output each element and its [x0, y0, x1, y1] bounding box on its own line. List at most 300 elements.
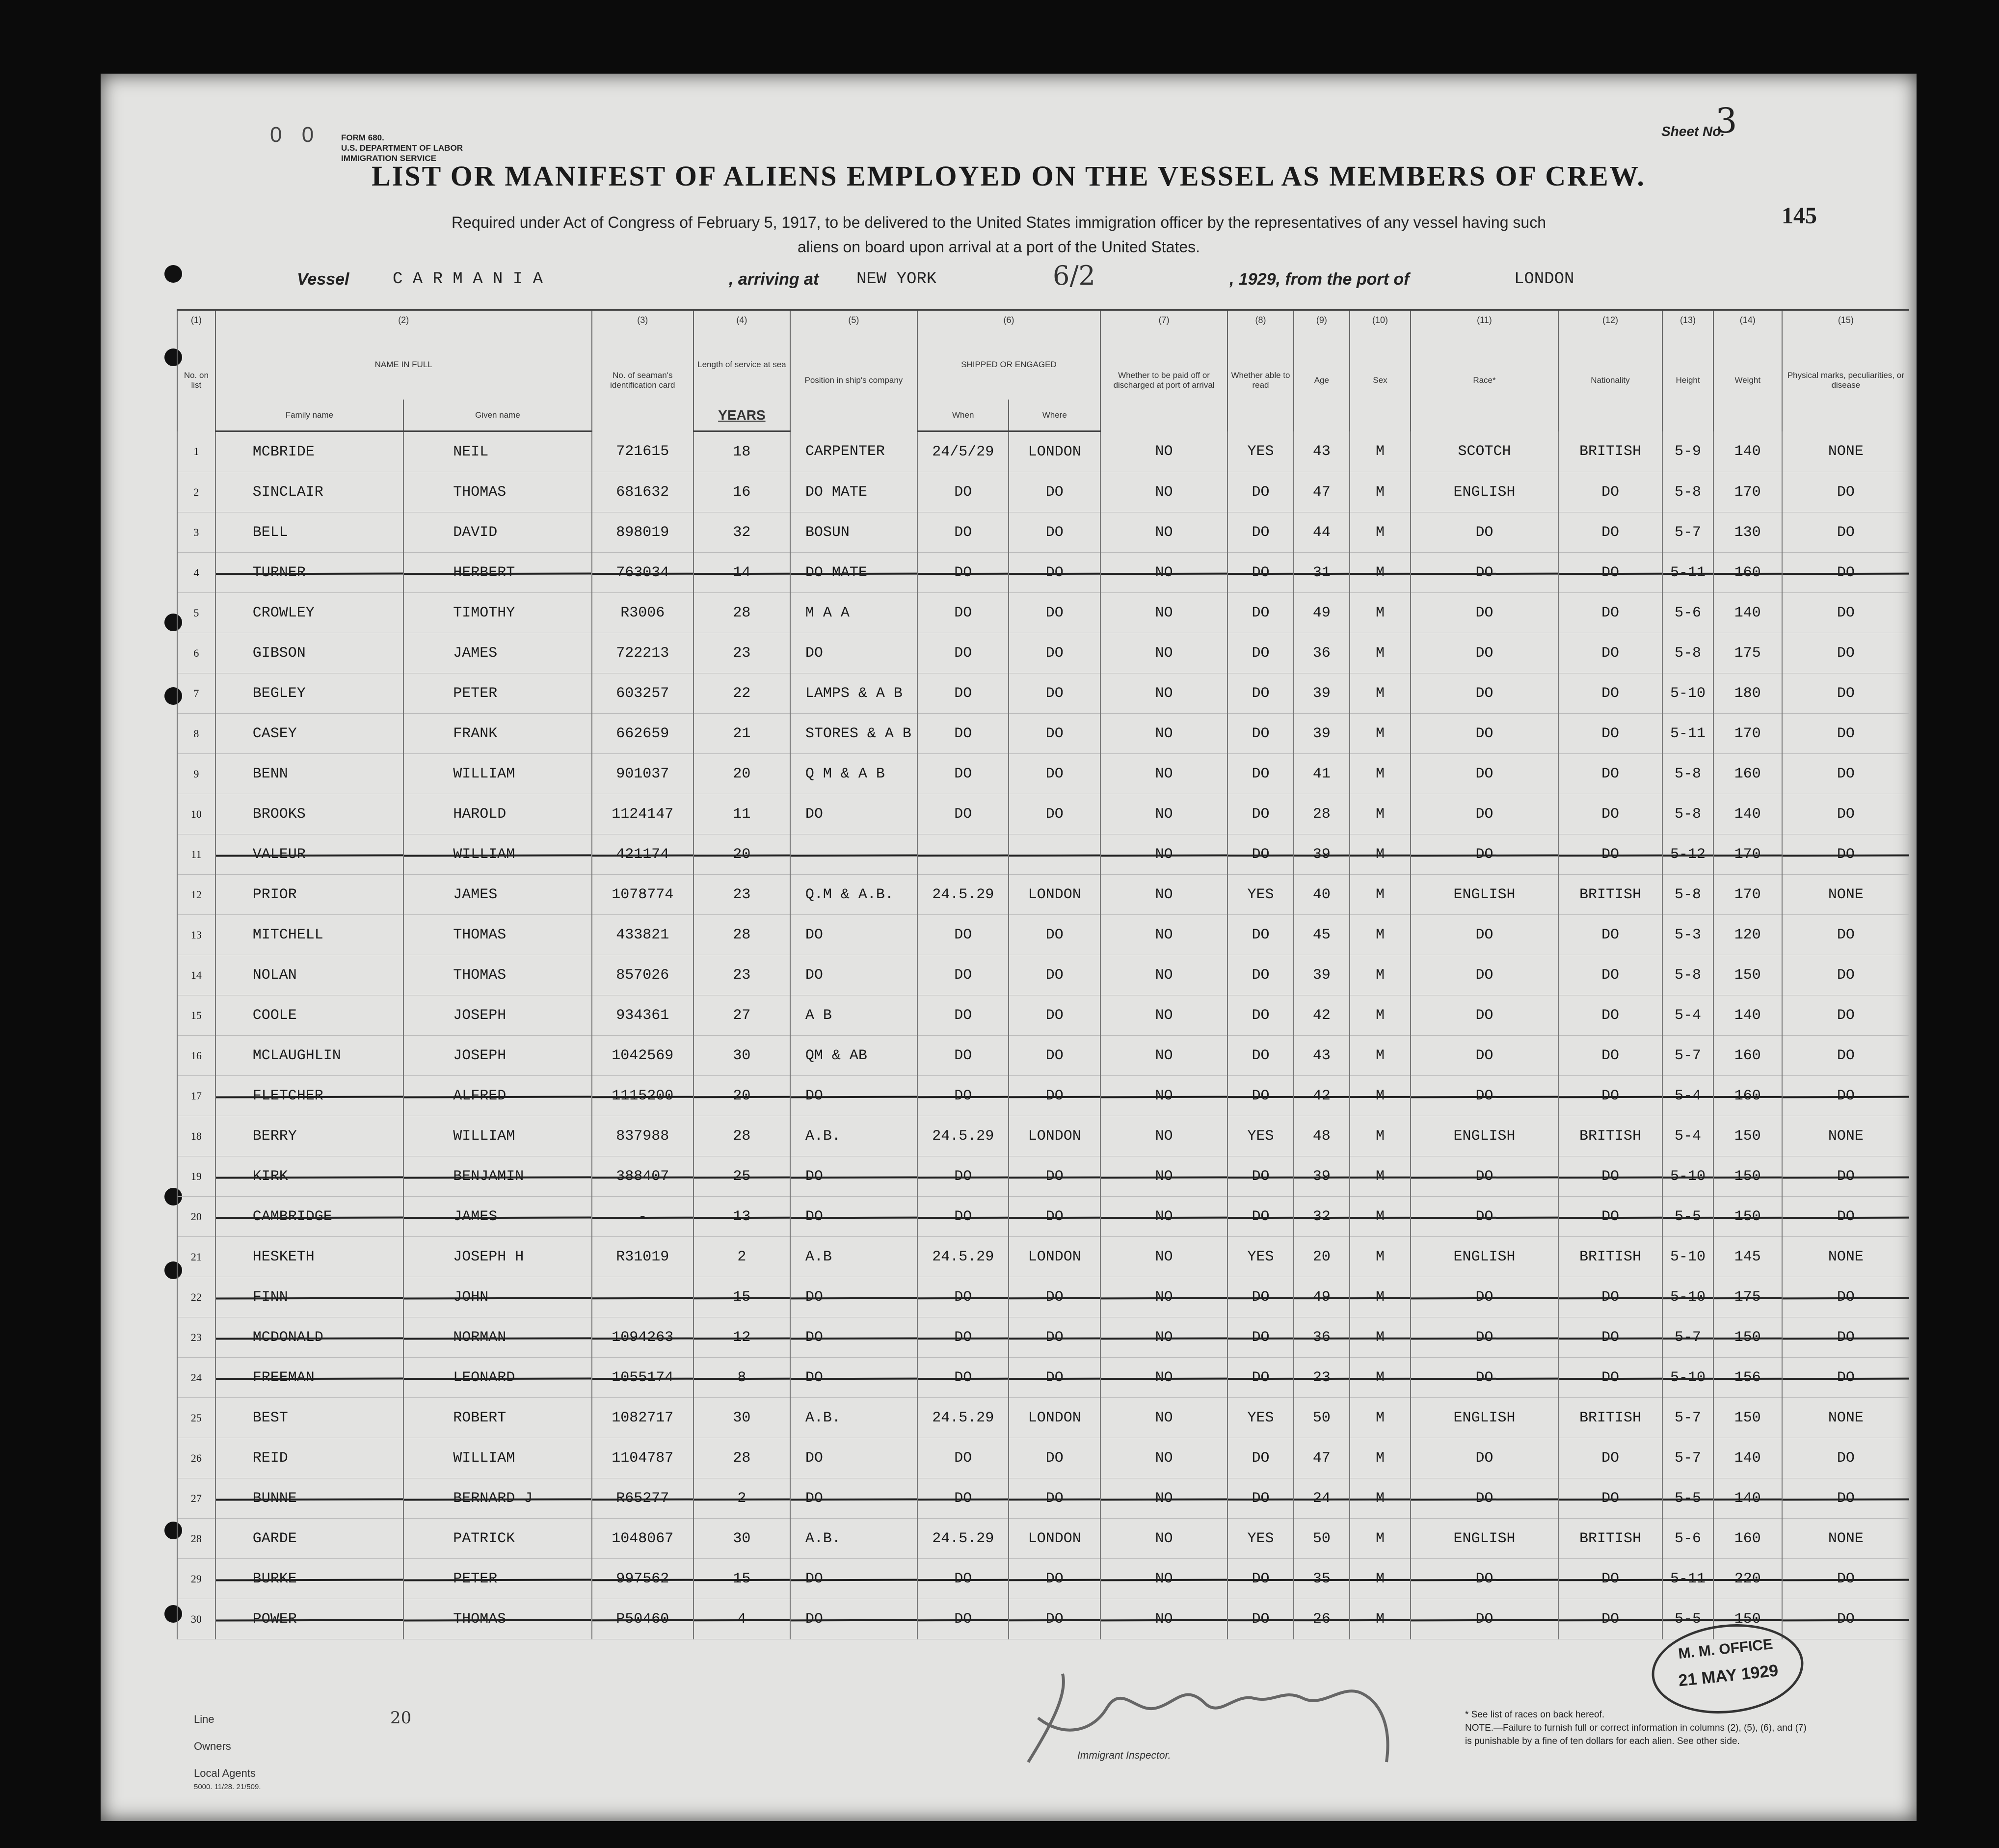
cell-marks: DO [1782, 754, 1909, 794]
cell-where: DO [1009, 1478, 1100, 1519]
sheet-number: 3 [1715, 101, 1737, 141]
cell-card: 763034 [592, 553, 693, 593]
cell-marks: DO [1782, 472, 1909, 512]
subtitle [238, 210, 1759, 259]
cell-read: YES [1227, 431, 1294, 472]
cell-read: YES [1227, 875, 1294, 915]
cell-card: 662659 [592, 714, 693, 754]
cell-card: 901037 [592, 754, 693, 794]
cell-read: YES [1227, 1398, 1294, 1438]
cell-nationality: DO [1558, 834, 1662, 875]
cell-position: A.B. [790, 1519, 917, 1559]
cell-where: DO [1009, 1156, 1100, 1197]
cell-height: 5-5 [1662, 1197, 1713, 1237]
cell-position: DO [790, 633, 917, 673]
year-label: , 1929, from the port of [1229, 270, 1410, 289]
cell-age: 20 [1294, 1237, 1350, 1277]
cell-nationality: DO [1558, 995, 1662, 1036]
cell-years: 2 [693, 1237, 790, 1277]
page-title: LIST OR MANIFEST OF ALIENS EMPLOYED ON THE VESSEL AS MEMBERS OF CREW. [372, 160, 1646, 192]
cell-family: BURKE [215, 1559, 403, 1599]
table-row [177, 714, 1909, 754]
cell-age: 42 [1294, 1076, 1350, 1116]
cell-nationality: DO [1558, 714, 1662, 754]
cell-sex: M [1350, 1277, 1411, 1317]
cell-where: DO [1009, 794, 1100, 834]
cell-no: 22 [177, 1277, 215, 1317]
cell-where: LONDON [1009, 1237, 1100, 1277]
cell-age: 47 [1294, 1438, 1350, 1478]
cell-card: 1124147 [592, 794, 693, 834]
table-row [177, 1358, 1909, 1398]
cell-paid: NO [1100, 553, 1227, 593]
cell-card: R65277 [592, 1478, 693, 1519]
cell-paid: NO [1100, 1237, 1227, 1277]
cell-position: STORES & A B [790, 714, 917, 754]
cell-no: 1 [177, 431, 215, 472]
table-row [177, 673, 1909, 714]
header-able-to-read: Whether able to read [1227, 329, 1294, 431]
cell-height: 5-10 [1662, 673, 1713, 714]
cell-paid: NO [1100, 1519, 1227, 1559]
cell-card: 1104787 [592, 1438, 693, 1478]
cell-where: DO [1009, 1358, 1100, 1398]
footnote-line-1: * See list of races on back hereof. [1465, 1710, 1605, 1720]
cell-no: 9 [177, 754, 215, 794]
table-row [177, 472, 1909, 512]
form-number: FORM 680. [341, 133, 384, 142]
cell-height: 5-7 [1662, 1036, 1713, 1076]
cell-years: 28 [693, 1438, 790, 1478]
cell-weight: 175 [1713, 1277, 1782, 1317]
stamp-date: 21 MAY 1929 [1677, 1661, 1779, 1690]
cell-when: DO [917, 955, 1009, 995]
cell-read: DO [1227, 472, 1294, 512]
cell-age: 44 [1294, 512, 1350, 553]
owners-label: Owners [194, 1740, 231, 1752]
cell-when: DO [917, 593, 1009, 633]
cell-no: 24 [177, 1358, 215, 1398]
cell-where: DO [1009, 1438, 1100, 1478]
cell-age: 31 [1294, 553, 1350, 593]
cell-nationality: DO [1558, 794, 1662, 834]
cell-marks: DO [1782, 1197, 1909, 1237]
cell-marks: NONE [1782, 1398, 1909, 1438]
cell-age: 39 [1294, 714, 1350, 754]
cell-family: BROOKS [215, 794, 403, 834]
cell-where: LONDON [1009, 1116, 1100, 1156]
cell-when: DO [917, 1599, 1009, 1639]
cell-race: ENGLISH [1411, 1519, 1558, 1559]
header-nationality: Nationality [1558, 329, 1662, 431]
cell-nationality: DO [1558, 1478, 1662, 1519]
cell-paid: NO [1100, 1358, 1227, 1398]
column-header-row [177, 329, 1909, 400]
header-name-in-full: NAME IN FULL [215, 329, 592, 400]
cell-when: DO [917, 512, 1009, 553]
cell-nationality: DO [1558, 1036, 1662, 1076]
cell-family: CASEY [215, 714, 403, 754]
cell-race: DO [1411, 512, 1558, 553]
cell-position: DO [790, 794, 917, 834]
cell-years: 23 [693, 955, 790, 995]
cell-family: COOLE [215, 995, 403, 1036]
cell-nationality: DO [1558, 512, 1662, 553]
cell-where: DO [1009, 1277, 1100, 1317]
cell-no: 30 [177, 1599, 215, 1639]
cell-position: DO [790, 1599, 917, 1639]
cell-family: TURNER [215, 553, 403, 593]
table-row [177, 915, 1909, 955]
header-family-name: Family name [215, 400, 403, 431]
cell-marks: DO [1782, 995, 1909, 1036]
cell-years: 27 [693, 995, 790, 1036]
cell-read: DO [1227, 754, 1294, 794]
cell-nationality: DO [1558, 1358, 1662, 1398]
cell-position: DO [790, 915, 917, 955]
cell-position: QM & AB [790, 1036, 917, 1076]
cell-given: HAROLD [403, 794, 591, 834]
cell-race: DO [1411, 834, 1558, 875]
cell-when: DO [917, 754, 1009, 794]
signature-label: Immigrant Inspector. [1077, 1750, 1171, 1761]
cell-weight: 160 [1713, 1076, 1782, 1116]
cell-family: POWER [215, 1599, 403, 1639]
colnum: (10) [1350, 310, 1411, 330]
cell-marks: DO [1782, 633, 1909, 673]
cell-no: 13 [177, 915, 215, 955]
cell-when [917, 834, 1009, 875]
cell-no: 15 [177, 995, 215, 1036]
cell-race: DO [1411, 1358, 1558, 1398]
cell-weight: 150 [1713, 1317, 1782, 1358]
cell-paid: NO [1100, 1076, 1227, 1116]
cell-paid: NO [1100, 633, 1227, 673]
cell-position: DO [790, 1197, 917, 1237]
table-row [177, 1156, 1909, 1197]
cell-family: HESKETH [215, 1237, 403, 1277]
cell-sex: M [1350, 714, 1411, 754]
cell-no: 26 [177, 1438, 215, 1478]
cell-race: ENGLISH [1411, 875, 1558, 915]
header-age: Age [1294, 329, 1350, 431]
cell-where: DO [1009, 673, 1100, 714]
cell-given: JAMES [403, 633, 591, 673]
cell-position: DO [790, 1277, 917, 1317]
cell-nationality: DO [1558, 673, 1662, 714]
cell-marks: DO [1782, 915, 1909, 955]
cell-sex: M [1350, 1237, 1411, 1277]
cell-years: 25 [693, 1156, 790, 1197]
cell-card: R31019 [592, 1237, 693, 1277]
cell-nationality: DO [1558, 955, 1662, 995]
cell-family: MCDONALD [215, 1317, 403, 1358]
cell-paid: NO [1100, 1036, 1227, 1076]
cell-years: 11 [693, 794, 790, 834]
cell-age: 50 [1294, 1519, 1350, 1559]
cell-weight: 150 [1713, 1398, 1782, 1438]
cell-no: 11 [177, 834, 215, 875]
cell-no: 21 [177, 1237, 215, 1277]
cell-marks: DO [1782, 1478, 1909, 1519]
cell-family: REID [215, 1438, 403, 1478]
cell-no: 27 [177, 1478, 215, 1519]
cell-read: DO [1227, 1277, 1294, 1317]
cell-marks: DO [1782, 794, 1909, 834]
cell-where: DO [1009, 1197, 1100, 1237]
cell-position: CARPENTER [790, 431, 917, 472]
manifest-page [101, 74, 1917, 1821]
cell-nationality: DO [1558, 754, 1662, 794]
cell-where [1009, 834, 1100, 875]
cell-nationality: DO [1558, 1076, 1662, 1116]
cell-years: 22 [693, 673, 790, 714]
cell-family: MITCHELL [215, 915, 403, 955]
cell-card: 421174 [592, 834, 693, 875]
cell-card: 1042569 [592, 1036, 693, 1076]
cell-when: DO [917, 1277, 1009, 1317]
cell-weight: 150 [1713, 955, 1782, 995]
cell-given: HERBERT [403, 553, 591, 593]
cell-race: DO [1411, 1156, 1558, 1197]
cell-card: 1094263 [592, 1317, 693, 1358]
cell-read: DO [1227, 1559, 1294, 1599]
cell-sex: M [1350, 1438, 1411, 1478]
cell-sex: M [1350, 1317, 1411, 1358]
cell-sex: M [1350, 754, 1411, 794]
cell-given: WILLIAM [403, 754, 591, 794]
cell-weight: 160 [1713, 1519, 1782, 1559]
cell-when: 24.5.29 [917, 1237, 1009, 1277]
cell-given: BENJAMIN [403, 1156, 591, 1197]
table-row [177, 633, 1909, 673]
cell-age: 43 [1294, 1036, 1350, 1076]
cell-read: YES [1227, 1237, 1294, 1277]
cell-nationality: DO [1558, 1438, 1662, 1478]
cell-marks: DO [1782, 553, 1909, 593]
cell-where: DO [1009, 593, 1100, 633]
cell-nationality: DO [1558, 1559, 1662, 1599]
cell-no: 14 [177, 955, 215, 995]
cell-given: ALFRED [403, 1076, 591, 1116]
cell-no: 4 [177, 553, 215, 593]
cell-height: 5-4 [1662, 1116, 1713, 1156]
cell-when: DO [917, 1197, 1009, 1237]
cell-marks: NONE [1782, 1237, 1909, 1277]
cell-when: 24.5.29 [917, 1519, 1009, 1559]
cell-when: DO [917, 794, 1009, 834]
cell-race: DO [1411, 1277, 1558, 1317]
cell-when: 24.5.29 [917, 875, 1009, 915]
cell-weight: 140 [1713, 593, 1782, 633]
cell-family: VALEUR [215, 834, 403, 875]
cell-years: 30 [693, 1398, 790, 1438]
cell-years: 23 [693, 633, 790, 673]
cell-marks: DO [1782, 673, 1909, 714]
cell-years: 28 [693, 1116, 790, 1156]
cell-weight: 150 [1713, 1156, 1782, 1197]
cell-card: 1048067 [592, 1519, 693, 1559]
cell-read: DO [1227, 553, 1294, 593]
cell-marks: DO [1782, 1317, 1909, 1358]
cell-years: 20 [693, 754, 790, 794]
cell-years: 28 [693, 593, 790, 633]
cell-when: DO [917, 1156, 1009, 1197]
cell-when: DO [917, 673, 1009, 714]
cell-no: 23 [177, 1317, 215, 1358]
cell-read: DO [1227, 915, 1294, 955]
cell-position: DO [790, 1156, 917, 1197]
cell-weight: 160 [1713, 754, 1782, 794]
cell-read: DO [1227, 1317, 1294, 1358]
cell-race: DO [1411, 714, 1558, 754]
colnum: (11) [1411, 310, 1558, 330]
cell-height: 5-11 [1662, 714, 1713, 754]
cell-race: DO [1411, 995, 1558, 1036]
cell-family: PRIOR [215, 875, 403, 915]
cell-read: YES [1227, 1519, 1294, 1559]
cell-height: 5-10 [1662, 1358, 1713, 1398]
cell-weight: 175 [1713, 633, 1782, 673]
cell-when: DO [917, 1317, 1009, 1358]
cell-sex: M [1350, 673, 1411, 714]
cell-card [592, 1277, 693, 1317]
header-physical: Physical marks, peculiarities, or disease [1782, 329, 1909, 431]
table-row [177, 1277, 1909, 1317]
cell-race: DO [1411, 673, 1558, 714]
cell-nationality: BRITISH [1558, 431, 1662, 472]
cell-nationality: BRITISH [1558, 1398, 1662, 1438]
cell-age: 26 [1294, 1599, 1350, 1639]
cell-height: 5-5 [1662, 1599, 1713, 1639]
cell-position: BOSUN [790, 512, 917, 553]
cell-height: 5-8 [1662, 955, 1713, 995]
cell-paid: NO [1100, 834, 1227, 875]
cell-age: 32 [1294, 1197, 1350, 1237]
cell-race: DO [1411, 794, 1558, 834]
cell-where: DO [1009, 915, 1100, 955]
cell-card: 722213 [592, 633, 693, 673]
cell-no: 5 [177, 593, 215, 633]
cell-height: 5-10 [1662, 1277, 1713, 1317]
cell-paid: NO [1100, 1156, 1227, 1197]
cell-race: ENGLISH [1411, 1398, 1558, 1438]
table-row [177, 1317, 1909, 1358]
print-code: 5000. 11/28. 21/509. [194, 1783, 261, 1791]
cell-sex: M [1350, 1358, 1411, 1398]
cell-nationality: DO [1558, 472, 1662, 512]
cell-paid: NO [1100, 472, 1227, 512]
cell-years: 15 [693, 1559, 790, 1599]
department: U.S. DEPARTMENT OF LABOR [341, 143, 463, 153]
cell-read: DO [1227, 1478, 1294, 1519]
cell-weight: 160 [1713, 553, 1782, 593]
header-length-service: Length of service at sea [693, 329, 790, 400]
sheet-label: Sheet No. [1661, 124, 1725, 139]
cell-paid: NO [1100, 1116, 1227, 1156]
cell-sex: M [1350, 834, 1411, 875]
cell-position: A.B. [790, 1116, 917, 1156]
cell-where: DO [1009, 1076, 1100, 1116]
colnum: (6) [917, 310, 1100, 330]
cell-when: DO [917, 1438, 1009, 1478]
cell-read: DO [1227, 1438, 1294, 1478]
cell-marks: DO [1782, 714, 1909, 754]
file-marks: 0 0 [270, 123, 321, 147]
table-row [177, 1599, 1909, 1639]
cell-age: 39 [1294, 955, 1350, 995]
cell-age: 47 [1294, 472, 1350, 512]
cell-position: DO [790, 1358, 917, 1398]
cell-where: LONDON [1009, 875, 1100, 915]
crew-rows [177, 431, 1909, 1639]
cell-height: 5-4 [1662, 1076, 1713, 1116]
cell-no: 19 [177, 1156, 215, 1197]
cell-card: 837988 [592, 1116, 693, 1156]
cell-no: 6 [177, 633, 215, 673]
cell-sex: M [1350, 1519, 1411, 1559]
cell-sex: M [1350, 633, 1411, 673]
cell-sex: M [1350, 1036, 1411, 1076]
cell-family: FLETCHER [215, 1076, 403, 1116]
cell-family: FREEMAN [215, 1358, 403, 1398]
cell-age: 35 [1294, 1559, 1350, 1599]
cell-paid: NO [1100, 754, 1227, 794]
cell-card: 388407 [592, 1156, 693, 1197]
cell-years: 15 [693, 1277, 790, 1317]
cell-years: 8 [693, 1358, 790, 1398]
cell-given: JOSEPH [403, 995, 591, 1036]
cell-age: 28 [1294, 794, 1350, 834]
cell-race: DO [1411, 1478, 1558, 1519]
cell-position: DO [790, 1559, 917, 1599]
cell-no: 8 [177, 714, 215, 754]
cell-years: 23 [693, 875, 790, 915]
table-row [177, 1398, 1909, 1438]
table-row [177, 431, 1909, 472]
header-no-on-list: No. on list [177, 329, 215, 431]
cell-given: THOMAS [403, 955, 591, 995]
cell-marks: DO [1782, 1438, 1909, 1478]
cell-age: 45 [1294, 915, 1350, 955]
cell-age: 36 [1294, 633, 1350, 673]
cell-given: ROBERT [403, 1398, 591, 1438]
cell-weight: 220 [1713, 1559, 1782, 1599]
cell-marks: DO [1782, 1156, 1909, 1197]
cell-when: DO [917, 1478, 1009, 1519]
cell-nationality: BRITISH [1558, 1237, 1662, 1277]
header-id-card: No. of seaman's identification card [592, 329, 693, 431]
cell-height: 5-6 [1662, 593, 1713, 633]
cell-card: 934361 [592, 995, 693, 1036]
cell-position: A.B. [790, 1398, 917, 1438]
cell-where: LONDON [1009, 1398, 1100, 1438]
cell-height: 5-7 [1662, 1398, 1713, 1438]
table-row [177, 1438, 1909, 1478]
cell-card: R3006 [592, 593, 693, 633]
cell-position: DO MATE [790, 472, 917, 512]
cell-given: NORMAN [403, 1317, 591, 1358]
cell-race: DO [1411, 955, 1558, 995]
cell-given: NEIL [403, 431, 591, 472]
cell-given: THOMAS [403, 472, 591, 512]
cell-height: 5-7 [1662, 1317, 1713, 1358]
cell-race: SCOTCH [1411, 431, 1558, 472]
cell-marks: DO [1782, 834, 1909, 875]
cell-years: 30 [693, 1036, 790, 1076]
cell-age: 50 [1294, 1398, 1350, 1438]
header-where: Where [1009, 400, 1100, 431]
